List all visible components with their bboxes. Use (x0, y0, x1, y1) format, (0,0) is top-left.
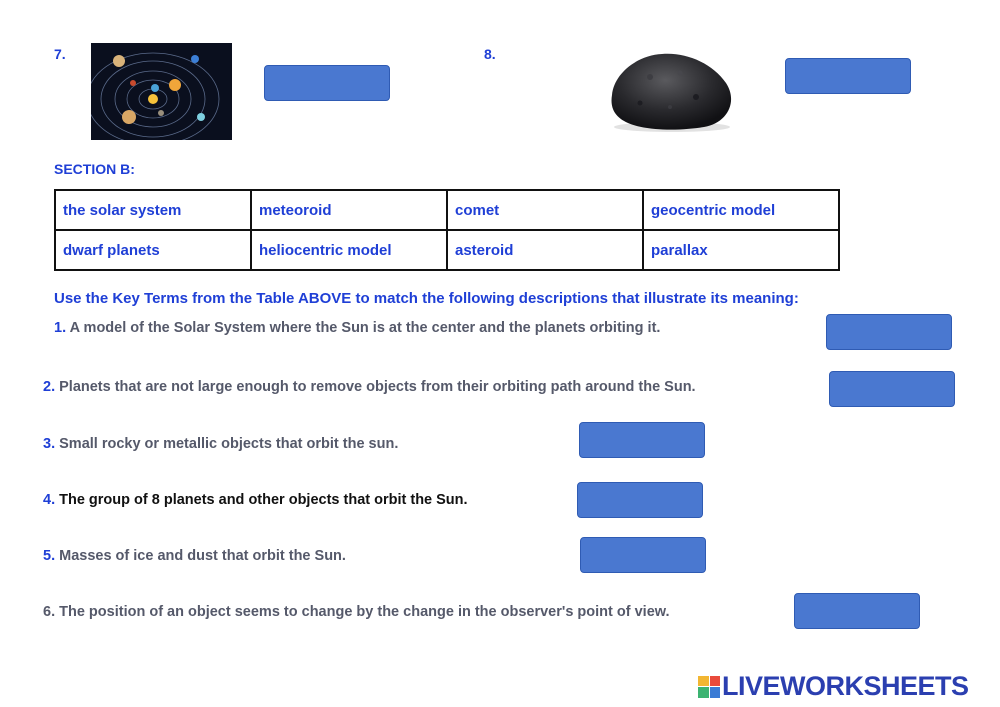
table-cell: heliocentric model (251, 230, 447, 270)
instructions: Use the Key Terms from the Table ABOVE to match the following descriptions that illustrate its meaning: (54, 290, 799, 307)
logo-text: LIVEWORKSHEETS (722, 671, 969, 701)
table-cell: meteoroid (251, 190, 447, 230)
table-cell: parallax (643, 230, 839, 270)
answer-field-4[interactable] (577, 482, 703, 518)
key-terms-table (54, 189, 840, 271)
answer-field-7[interactable] (264, 65, 390, 101)
answer-field-2[interactable] (829, 371, 955, 407)
section-title: SECTION B: (54, 161, 135, 177)
question-number: 6. (43, 604, 56, 620)
question-5 (43, 548, 346, 564)
table-cell: geocentric model (643, 190, 839, 230)
table-cell: dwarf planets (55, 230, 251, 270)
answer-field-6[interactable] (794, 593, 920, 629)
question-6 (43, 604, 670, 620)
solar-system-image (91, 43, 232, 140)
answer-field-8[interactable] (785, 58, 911, 94)
question-4 (43, 492, 468, 508)
question-number: 5. (43, 548, 56, 564)
table-cell: the solar system (55, 190, 251, 230)
question-number: 3. (43, 436, 56, 452)
logo-grid-icon (698, 676, 720, 698)
meteorite-rock-image (600, 45, 740, 135)
question-text: Small rocky or metallic objects that orbit the sun. (59, 436, 399, 452)
question-2 (43, 379, 696, 395)
table-row (55, 230, 839, 270)
answer-field-1[interactable] (826, 314, 952, 350)
question-number: 2. (43, 379, 56, 395)
table-cell: asteroid (447, 230, 643, 270)
question-text: Masses of ice and dust that orbit the Sun. (59, 548, 346, 564)
question-text: The position of an object seems to change by the change in the observer's point of view. (59, 604, 670, 620)
question-number: 1. (54, 320, 67, 336)
liveworksheets-logo (698, 671, 969, 702)
item-8-number: 8. (484, 46, 496, 62)
table-row (55, 190, 839, 230)
answer-field-5[interactable] (580, 537, 706, 573)
question-text: Planets that are not large enough to remove objects from their orbiting path around the Sun. (59, 379, 696, 395)
question-text: The group of 8 planets and other objects that orbit the Sun. (59, 492, 468, 508)
question-1 (54, 320, 660, 336)
table-cell: comet (447, 190, 643, 230)
question-text: A model of the Solar System where the Sun is at the center and the planets orbiting it. (69, 320, 661, 336)
item-7-number: 7. (54, 46, 66, 62)
question-number: 4. (43, 492, 56, 508)
answer-field-3[interactable] (579, 422, 705, 458)
question-3 (43, 436, 398, 452)
